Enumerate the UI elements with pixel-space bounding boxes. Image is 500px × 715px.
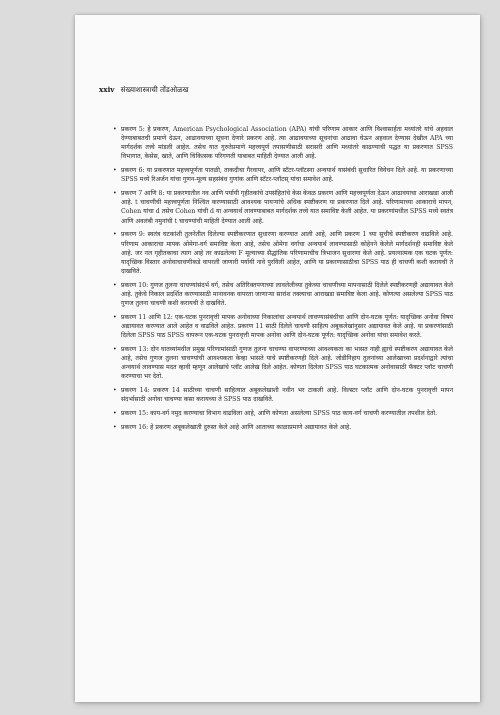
list-item bbox=[113, 423, 453, 432]
list-item bbox=[113, 409, 453, 418]
item-text: प्रकरण 9: स्वतंत्र घटकांशी तुलनेतील दिलेल्या स्पष्टीकरणात सुधारणा करण्यात आली आहे, आणि प्रकरण 1 च्या सुचीचे स्पष्टीकरण वाढविले आहे. परिणाम आकाराचा मापक ओमेगा-वर्ग समाविष्ट केला आहे, तसेच ओमेगा वर्गाचा अन्वयार्थ लावण्यासाठी कोहेनने केलेले मार्गदर्शनही समाविष्ट केले आहे. जर नल गृहीतकाचा त्याग आहे तर काढलेल्या F मूल्याच्या सैद्धांतिक परिणामाचीच त्रिभाजन सुधारणा केले आहे. प्रयत्नात्मक एक घटक पूर्णत: यादृच्छिक विस्तार अनोवाचाचणीकडे वापरली जाणारी पर्यायी नावे पुरविली आहेत, आणि या प्रकरणासाठीचा SPSS पाठ ही चाचणी कशी करायची ते दाखविते. bbox=[121, 231, 453, 275]
list-item bbox=[113, 189, 453, 226]
list-item bbox=[113, 125, 453, 162]
bullet: • bbox=[113, 313, 117, 321]
running-title: संख्याशास्त्राची तोंडओळख bbox=[120, 85, 189, 94]
item-text: प्रकरण 5: हे प्रकरण, American Psychological Association (APA) यांची परिणाम आकार आणि विश्वासार्हता मध्यांतरे यांचे अहवाल देण्याबाबतची प्रमाणे देऊन, आढावयाच्या सूचना देणारे प्रकरण आहे. त्या आढावयाच्या सूचनांचा आढावा घेऊन अहवाल देण्यास देखील APA च्या मार्गदर्शक तत्त्वे मांडली आहेत. तसेच यात गुरुतेप्रमाणे महत्त्वपूर्ण तपासणीसाठी सरासरी आणि मध्यांतरे काढण्याची पद्धत या प्रकरणात SPSS विभागात, केसेस, खाते, आणि चिकित्सक परिगणती याबाबत माहिती देण्यात आली आहे. bbox=[121, 126, 453, 161]
item-text: प्रकरण 10: गुणज तुलना चाचण्यांसंदर्भ वर्ग, तसेच अतिरिक्तपणाच्या लावलेलीच्या तुकेच्या चाचणीच्या मापनासाठी दिलेले स्पष्टीकरणही अद्यायावत केले आहे. तुकेचे निकाल प्रदर्शित करण्यासाठी मानावनक वापरता जाणाऱ्या सारांश तक्त्याचा आराखडा समाविष्ट केला आहे. कोणत्या असलेल्या SPSS पाठ गुणज तुलना चाचणी कशी करायची ते दाखविते. bbox=[121, 281, 453, 308]
bullet: • bbox=[113, 345, 117, 353]
list-item bbox=[113, 230, 453, 276]
item-text: प्रकरण 14: प्रकरण 14 साठीच्या चाचणी साहित्यात अबूकलेखाशी नवीन भर टाकली आहे. विल्स्टर प्लॉट आणि दोन-घटक पुनरावृत्ती मापन संदर्भासाठी अनोवा चाचण्या कसा करायच्या ते SPSS पाठ दाखविते. bbox=[121, 387, 453, 404]
item-text: प्रकरण 7 आणि 8: या प्रकरणातील नव आणि पर्यायी गृहीतकांचे उपसंहितांचे केस केवळ प्रकरण आणि महत्त्वपूर्णता देऊन आढावयाचा आराखडा आली आहे. t चाचणीची महत्त्वपूर्णता निश्चित करण्यासाठी आवश्यक पायऱ्यांचे अधिक स्पष्टीकरण या प्रकरणात दिले आहे. परिणामाच्या आकाराचे मापन, Cohen यांचा d तसेच Cohen यांची d या अन्वयार्थ लावण्याबाबत मार्गदर्शक तत्त्वे यात समाविष्ट केली आहेत. या प्रकरणांमधील SPSS मध्ये स्वतंत्र आणि अवलंबी नमुनांची t चाचण्यांची माहिती देण्यात आली आहे. bbox=[121, 190, 453, 225]
item-text: प्रकरण 6: या प्रकरणात महत्त्वपूर्णता पातळी, ताकदीचा गैरवापर, आणि स्टॅटर-प्लॉटस्ना अन्वयार्थ यासंबंधी सुधारित विवेचन दिले आहे. या प्रकरणाच्या SPSS मध्ये रिअर्जन यांचा गुणन-मूल्य सहसंबंध गुणांक आणि स्टॅटर-प्लॉटस् यांचा समावेश आहे. bbox=[121, 167, 453, 184]
running-header bbox=[99, 85, 188, 95]
list-item bbox=[113, 166, 453, 184]
bullet: • bbox=[113, 167, 117, 175]
item-text: प्रकरण 15: काय-वर्ग नमुद करण्याचा विभाग वाढविला आहे, आणि कोणता असलेल्या SPSS पाठ काय-वर्ग चाचणी करण्यातील तपशील देतो. bbox=[121, 409, 438, 417]
bullet: • bbox=[113, 409, 117, 417]
list-item bbox=[113, 386, 453, 404]
list-item bbox=[113, 313, 453, 340]
bullet: • bbox=[113, 190, 117, 198]
list-item bbox=[113, 281, 453, 308]
bullet: • bbox=[113, 423, 117, 431]
item-text: प्रकरण 11 आणि 12: एक-घटक पुनरावृत्ती मापक अनोवाच्या निकालांचा अन्वयार्थ लावण्यासंबंधीचा आणि दोन-घटक पूर्णत: यादृच्छिक अनोवा विषय अद्यायावत करण्यात आले आहेत व वाढविले आहेत. प्रकरण 11 साठी दिलेले चाचणी साहित्य अबूकलेखांनुसार अद्यायावत केले आहे. या प्रकरणांसाठी दिलेला SPSS पाठ SPSS वापरून एक-घटक पुनरावृत्ती मापक अनोवा आणि दोन-घटक पूर्णत: यादृच्छिक अनोवा यांचा समावेश करते. bbox=[121, 313, 453, 340]
list-item bbox=[113, 345, 453, 382]
item-text: प्रकरण 13: दोन घातव्यांमधील प्रमुख परिणामांसाठी गुणज तुलना चाचण्या वापरण्याच्या आवश्यकता का भासत नाही ह्याचे स्पष्टीकरण अद्यायावत केले आहे, तसेच गुणज तुलना चाचण्यांची आवश्यकता केव्हा भासते याचे स्पष्टीकरणही दिले आहे. जोडीनिहाय तुलनांच्या आलेखाच्या प्रदर्शनाद्वारे त्यांचा अन्वयार्थ लावण्यास मदत व्हावी म्हणून आलेखांचे प्लॉट आलेख दिले आहेत. कोणता दिलेला SPSS पाठ घटकात्मक अनोवासाठी फॅक्टर प्लॉट चाचणी करण्याचा भर देतो. bbox=[121, 345, 453, 381]
bullet: • bbox=[113, 126, 117, 133]
page-number: xxiv bbox=[99, 85, 115, 94]
bullet: • bbox=[113, 387, 117, 395]
book-page bbox=[75, 15, 480, 702]
bullet: • bbox=[113, 281, 117, 289]
bullet: • bbox=[113, 231, 117, 239]
chapter-summary-list bbox=[113, 125, 453, 436]
item-text: प्रकरण 16: हे प्रकरण अबूकलेखाती दुरुस्त केले आहे आणि आताच्या काळाप्रमाणे अद्यायावत केले आहे. bbox=[121, 423, 352, 431]
